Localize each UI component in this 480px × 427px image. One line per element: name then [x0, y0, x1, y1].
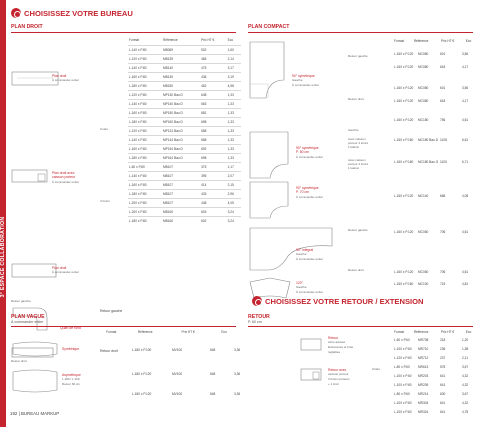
right-table	[393, 36, 477, 45]
cell-price: 1108	[440, 138, 447, 142]
section2-bullet-icon	[252, 296, 262, 306]
cell-format: L.160 x P.120	[394, 270, 414, 274]
cell-eco: 4,61	[462, 118, 469, 122]
cell-reference: MB150	[162, 81, 200, 90]
table-row	[128, 63, 241, 72]
retour-table	[393, 327, 477, 336]
cell-reference: MR613	[418, 365, 429, 369]
retour-droit-small-label: Retour droit	[11, 359, 27, 363]
cell-price: 375	[200, 162, 227, 171]
cell-format: L.180 x P.80	[128, 117, 162, 126]
cell-price: 658	[200, 126, 227, 135]
col-price: Prix HT €	[201, 38, 215, 43]
vague-asym-label: Asymétrique L.180 / L.160 Retour 60 cm	[62, 373, 81, 387]
cell-format: L.100 x P.60	[394, 383, 412, 387]
col-format: Format	[129, 38, 140, 43]
cell-reference: MC080	[418, 65, 429, 69]
cell-format: L.180 x P.80	[128, 189, 162, 198]
cell-reference: MP160 Bau D	[162, 117, 200, 126]
cell-price: 218	[440, 338, 446, 342]
cell-price: 602	[200, 216, 227, 225]
cell-eco: 6,71	[462, 160, 469, 164]
plan-caisson-diagram	[11, 168, 49, 184]
cell-format: L.140 x P.80	[128, 63, 162, 72]
col-eco: Eco	[221, 329, 227, 334]
compact-retour-droit-2: Retour droit	[348, 268, 364, 272]
col-format: Format	[394, 329, 405, 334]
cell-reference: MB107	[162, 162, 200, 171]
cell-reference: MB107	[162, 189, 200, 198]
cell-eco: 3,67	[462, 392, 469, 396]
cell-format: L.80 x P.60	[394, 365, 410, 369]
table-row	[128, 72, 241, 81]
cell-reference: MP150 Bau D	[162, 108, 200, 117]
cell-reference: MB107	[162, 171, 200, 180]
cell-reference: MB139	[162, 54, 200, 63]
cell-eco: 1,33	[227, 153, 241, 162]
cell-price: 452	[200, 81, 227, 90]
col-eco: Eco	[465, 38, 472, 43]
col-format: Format	[106, 329, 117, 334]
cell-price: 618	[440, 65, 446, 69]
cell-eco: 4,08	[462, 194, 469, 198]
cell-price: 648	[210, 392, 216, 396]
retour-gauche-left-label: Retour gauche	[100, 309, 123, 313]
cell-price: 698	[200, 153, 227, 162]
col-format: Format	[394, 38, 405, 43]
cell-eco: 1,33	[227, 108, 241, 117]
table-row	[128, 171, 241, 180]
table-row	[128, 99, 241, 108]
cell-reference: MB160	[162, 207, 200, 216]
col-reference: Référence	[413, 38, 429, 43]
cell-price: 668	[200, 135, 227, 144]
cell-format: L.160 x P.80	[128, 180, 162, 189]
retour-libre-diagram	[300, 338, 322, 352]
table-row	[128, 135, 241, 144]
cell-reference: MC180 Bau G	[418, 160, 439, 164]
cell-format: L.180 x P.100	[132, 348, 152, 352]
cell-eco: 3,56	[462, 86, 469, 90]
cell-price: 668	[440, 194, 446, 198]
side-label: 3° ESPACE COLLABORATION	[0, 216, 6, 298]
cell-format: L.120 x P.80	[128, 90, 162, 99]
cell-format: L.200 x P.80	[128, 198, 162, 207]
cell-eco: 1,33	[227, 126, 241, 135]
cell-eco: 1,38	[462, 347, 469, 351]
cell-reference: MP154 Bau D	[162, 144, 200, 153]
cell-eco: 1,33	[227, 117, 241, 126]
compact-caisson-1: Avec caisson porteur 4 tiroirs 1 latéral	[348, 137, 369, 149]
cell-eco: 2,11	[462, 356, 468, 360]
retour-caisson-diagram	[300, 368, 322, 382]
section-title: CHOISISSEZ VOTRE BUREAU	[24, 9, 133, 18]
page-number: 192	[10, 411, 18, 416]
compact-gauche: Gauche	[348, 128, 359, 132]
cell-format: L.160 x P.120	[394, 194, 414, 198]
cell-format: L.120 x P.80	[128, 54, 162, 63]
cell-eco: 3,24	[227, 207, 241, 216]
cell-price: 641	[440, 401, 446, 405]
vague-heading: PLAN VAGUE	[11, 314, 45, 320]
cell-price: 237	[440, 356, 446, 360]
cell-price: 618	[440, 99, 446, 103]
vague-sub: À commander entier	[11, 320, 44, 324]
col-price: Prix HT €	[440, 329, 455, 334]
cell-price: 648	[200, 90, 227, 99]
retour-cotes-label: Côtés	[372, 367, 380, 371]
compact-2-label: 90° symétrique P. 80 cm À commander entier	[296, 146, 324, 159]
cell-reference: MB107	[162, 198, 200, 207]
cell-format: L.140 x P.80	[128, 99, 162, 108]
quart-rond-label: Quart de rond	[60, 326, 81, 330]
left-heading-rule	[11, 32, 236, 33]
cell-eco: 2,07	[227, 171, 241, 180]
cell-reference: MV100	[172, 392, 183, 396]
cell-price: 601	[440, 86, 446, 90]
cell-reference: MC060	[418, 270, 429, 274]
cell-reference: MC100	[418, 282, 429, 286]
table-row	[128, 45, 241, 54]
compact-5-label: 120° Gauche À commander entier	[296, 281, 324, 295]
compact-1-diagram	[248, 40, 288, 100]
cell-format: L.160 x P.160	[394, 138, 414, 142]
cell-format: L.100 x P.60	[394, 401, 412, 405]
cell-format: L.160 x P.160	[394, 160, 414, 164]
compact-3-label: 90° symétrique P. 70 cm À commander entier	[296, 186, 324, 199]
cell-price: 1105	[440, 160, 447, 164]
cell-format: L.160 x P.80	[128, 72, 162, 81]
cell-eco: 2,14	[227, 54, 241, 63]
right-heading: PLAN COMPACT	[248, 24, 290, 30]
cell-eco: 4,32	[462, 401, 469, 405]
cell-reference: MP144 Bau D	[162, 135, 200, 144]
cell-price: 448	[200, 198, 227, 207]
cell-eco: 4,78	[462, 410, 469, 414]
cell-reference: MB107	[162, 180, 200, 189]
compact-3-diagram	[248, 180, 292, 220]
cell-reference: MB140	[162, 63, 200, 72]
col-reference: Référence	[413, 329, 429, 334]
table-row	[128, 189, 241, 198]
cell-eco: 3,17	[227, 63, 241, 72]
retour-droit-left-label: Retour droit	[100, 349, 118, 353]
cell-reference: MV100	[172, 372, 183, 376]
cell-price: 681	[200, 108, 227, 117]
cell-price: 641	[440, 383, 446, 387]
cell-reference: MB149	[162, 72, 200, 81]
vague-table	[100, 327, 240, 336]
cell-reference: MP124 Bau D	[162, 126, 200, 135]
retour-sub: P. 60 cm	[248, 320, 262, 324]
section2-title: CHOISISSEZ VOTRE RETOUR / EXTENSION	[265, 297, 424, 306]
col-reference: Référence	[162, 38, 178, 43]
cell-format: L.120 x P.60	[394, 356, 412, 360]
cell-eco: 3,19	[227, 72, 241, 81]
compact-1-label: 90° symétrique Gauche À commander entier	[292, 74, 320, 88]
cell-eco: 1,33	[227, 144, 241, 153]
cell-format: L.140 x P.80	[128, 171, 162, 180]
cell-format: L.100 x P.60	[394, 347, 412, 351]
cell-eco: 3,56	[462, 52, 469, 56]
cell-format: L.160 x P.80	[128, 108, 162, 117]
retour-heading: RETOUR	[248, 314, 270, 320]
left-table	[128, 36, 241, 225]
cell-format: L.180 x P.120	[132, 392, 152, 396]
cell-price: 648	[210, 372, 216, 376]
table-row	[128, 207, 241, 216]
cell-price: 475	[200, 63, 227, 72]
compact-4-diagram	[248, 226, 338, 276]
cell-eco: 4,61	[462, 270, 469, 274]
vague-table-header	[100, 327, 240, 336]
cell-format: L.160 x P.120	[394, 65, 414, 69]
cell-format: L.200 x P.80	[128, 207, 162, 216]
cell-price: 465	[200, 54, 227, 63]
compact-retour-gauche-2: Retour gauche	[348, 228, 368, 232]
cell-format: L.100 x P.60	[394, 410, 412, 414]
cell-eco: 2,15	[227, 180, 241, 189]
cell-format: L.100 x P.60	[394, 374, 412, 378]
vague-sym-label: Symétrique	[62, 347, 80, 351]
cell-format: L.160 x P.120	[394, 118, 414, 122]
cell-reference: MP164 Bau D	[162, 153, 200, 162]
cell-price: 692	[200, 144, 227, 153]
cell-format: L.80 x P.60	[394, 392, 410, 396]
vague-asym-diagram	[11, 368, 59, 398]
table-row	[128, 153, 241, 162]
table-row	[128, 54, 241, 63]
cell-reference: MB069	[162, 45, 200, 54]
compact-caisson-2: Avec caisson porteur 4 tiroirs 1 latéral	[348, 158, 369, 170]
cell-price: 715	[440, 282, 446, 286]
cell-eco: 4,61	[462, 230, 469, 234]
cell-eco: 4,32	[462, 374, 469, 378]
cell-reference: MV100	[172, 348, 183, 352]
tiroirs-label: 3 tiroirs	[100, 199, 110, 203]
cell-eco: 1,33	[227, 135, 241, 144]
cell-price: 395	[200, 171, 227, 180]
cell-eco: 3,36	[234, 372, 241, 376]
cell-eco: 4,05	[227, 198, 241, 207]
table-row	[128, 117, 241, 126]
retour-libre-label: Retour Libre adossé Entretoises et bras réglables	[328, 336, 354, 355]
right-heading-rule	[248, 32, 473, 33]
cell-eco: 1,17	[227, 162, 241, 171]
col-eco: Eco	[227, 38, 234, 43]
cell-format: L.180 x P.80	[128, 216, 162, 225]
table-row	[128, 180, 241, 189]
retour-table-header	[393, 327, 477, 336]
table-row	[128, 108, 241, 117]
cell-reference: MR708	[418, 338, 429, 342]
cell-format: L.160 x P.120	[394, 86, 414, 90]
cell-price: 706	[440, 270, 446, 274]
cell-eco: 1,33	[227, 99, 241, 108]
cell-price: 414	[200, 180, 227, 189]
cell-format: L.180 x P.80	[128, 153, 162, 162]
col-reference: Référence	[137, 329, 153, 334]
cell-format: L.160 x P.120	[394, 99, 414, 103]
cotes-label: Cotés	[100, 127, 108, 131]
cell-eco: 1,20	[462, 338, 469, 342]
compact-retour-droit: Retour droit	[348, 97, 364, 101]
cell-format: L.160 x P.120	[394, 52, 414, 56]
cell-eco: 2,96	[227, 189, 241, 198]
cell-eco: 3,36	[234, 392, 241, 396]
cell-reference: MR712	[418, 356, 429, 360]
cell-reference: MP130 Bau D	[162, 90, 200, 99]
cell-reference: MB160	[162, 216, 200, 225]
cell-price: 601	[440, 52, 446, 56]
table-row	[128, 216, 241, 225]
cell-eco: 4,58	[227, 81, 241, 90]
table-row	[128, 198, 241, 207]
footer-brand: BUREAU MARKUP	[20, 411, 60, 416]
vague-sym-diagram	[11, 340, 59, 358]
right-table-header	[393, 36, 477, 45]
cell-price: 603	[200, 207, 227, 216]
cell-eco: 3,67	[462, 365, 469, 369]
cell-eco: 4,17	[462, 99, 469, 103]
cell-reference: MC080	[418, 99, 429, 103]
cell-format: L.180 x P.80	[128, 81, 162, 90]
retour-small-label: Retour gauche	[11, 299, 31, 303]
cell-price: 641	[440, 374, 446, 378]
cell-eco: 4,32	[462, 383, 469, 387]
cell-price: 436	[200, 72, 227, 81]
cell-price: 706	[440, 230, 446, 234]
plan-droit-2-label: Plan droit À commander entier	[52, 266, 80, 275]
compact-4-label: 90° intégral Gauche À commander entier	[296, 248, 324, 262]
cell-reference: MC080	[418, 86, 429, 90]
cell-price: 236	[440, 347, 446, 351]
cell-reference: MC180 Bau D	[418, 138, 439, 142]
cell-eco: 1,60	[227, 45, 241, 54]
cell-format: L.120 x P.80	[128, 126, 162, 135]
cell-reference: MR324	[418, 410, 429, 414]
cell-format: L.180 x P.120	[132, 372, 152, 376]
cell-reference: MR214	[418, 392, 429, 396]
left-table-header	[128, 36, 241, 45]
cell-price: 698	[200, 117, 227, 126]
cell-reference: MC180	[418, 118, 429, 122]
cell-eco: 6,61	[462, 138, 469, 142]
table-row	[128, 144, 241, 153]
cell-reference: MC140	[418, 194, 429, 198]
cell-reference: MC080	[418, 52, 429, 56]
cell-reference: MC060	[418, 230, 429, 234]
table-row	[128, 126, 241, 135]
footer: 192 | BUREAU MARKUP	[10, 411, 60, 416]
cell-price: 433	[200, 189, 227, 198]
col-price: Prix HT €	[181, 329, 195, 334]
compact-retour-gauche: Retour gauche	[348, 54, 368, 58]
cell-reference: MR710	[418, 347, 429, 351]
cell-eco: 4,81	[462, 282, 469, 286]
cell-price: 630	[440, 392, 446, 396]
plan-droit-label: Plan droit À commander entier	[52, 74, 80, 83]
cell-format: L.160 x P.80	[128, 144, 162, 153]
cell-eco: 1,33	[227, 90, 241, 99]
cell-reference: MR205	[418, 383, 429, 387]
cell-price: 641	[440, 410, 446, 414]
compact-2-diagram	[248, 130, 292, 180]
cell-eco: 3,36	[234, 348, 241, 352]
table-row	[128, 90, 241, 99]
cell-reference: MR304	[418, 401, 429, 405]
cell-price: 663	[200, 99, 227, 108]
cell-reference: MR203	[418, 374, 429, 378]
cell-format: L.140 x P.80	[128, 45, 162, 54]
retour-caisson-label: Retour avec caisson porteur 3 tiroirs porteurs + 1 tiroir	[328, 368, 350, 387]
cell-format: L.160 x P.120	[394, 230, 414, 234]
cell-format: L.140 x P.80	[128, 135, 162, 144]
cell-price: 756	[440, 118, 446, 122]
left-heading: PLAN DROIT	[11, 24, 43, 30]
cell-format: L.160 x P.160	[394, 282, 414, 286]
cell-eco: 3,24	[227, 216, 241, 225]
table-row	[128, 162, 241, 171]
cell-format: L.60 x P.60	[394, 338, 410, 342]
cell-price: 648	[210, 348, 216, 352]
cell-price: 578	[440, 365, 446, 369]
plan-caisson-label: Plan droit avec caisson porteur À commander entier	[52, 171, 80, 184]
section-bullet-icon	[11, 8, 21, 18]
cell-eco: 4,17	[462, 65, 469, 69]
cell-reference: MP140 Bau D	[162, 99, 200, 108]
col-price: Prix HT €	[440, 38, 455, 43]
cell-price: 502	[200, 45, 227, 54]
table-row	[128, 81, 241, 90]
cell-format: L.60 x P.80	[128, 162, 162, 171]
col-eco: Eco	[465, 329, 472, 334]
